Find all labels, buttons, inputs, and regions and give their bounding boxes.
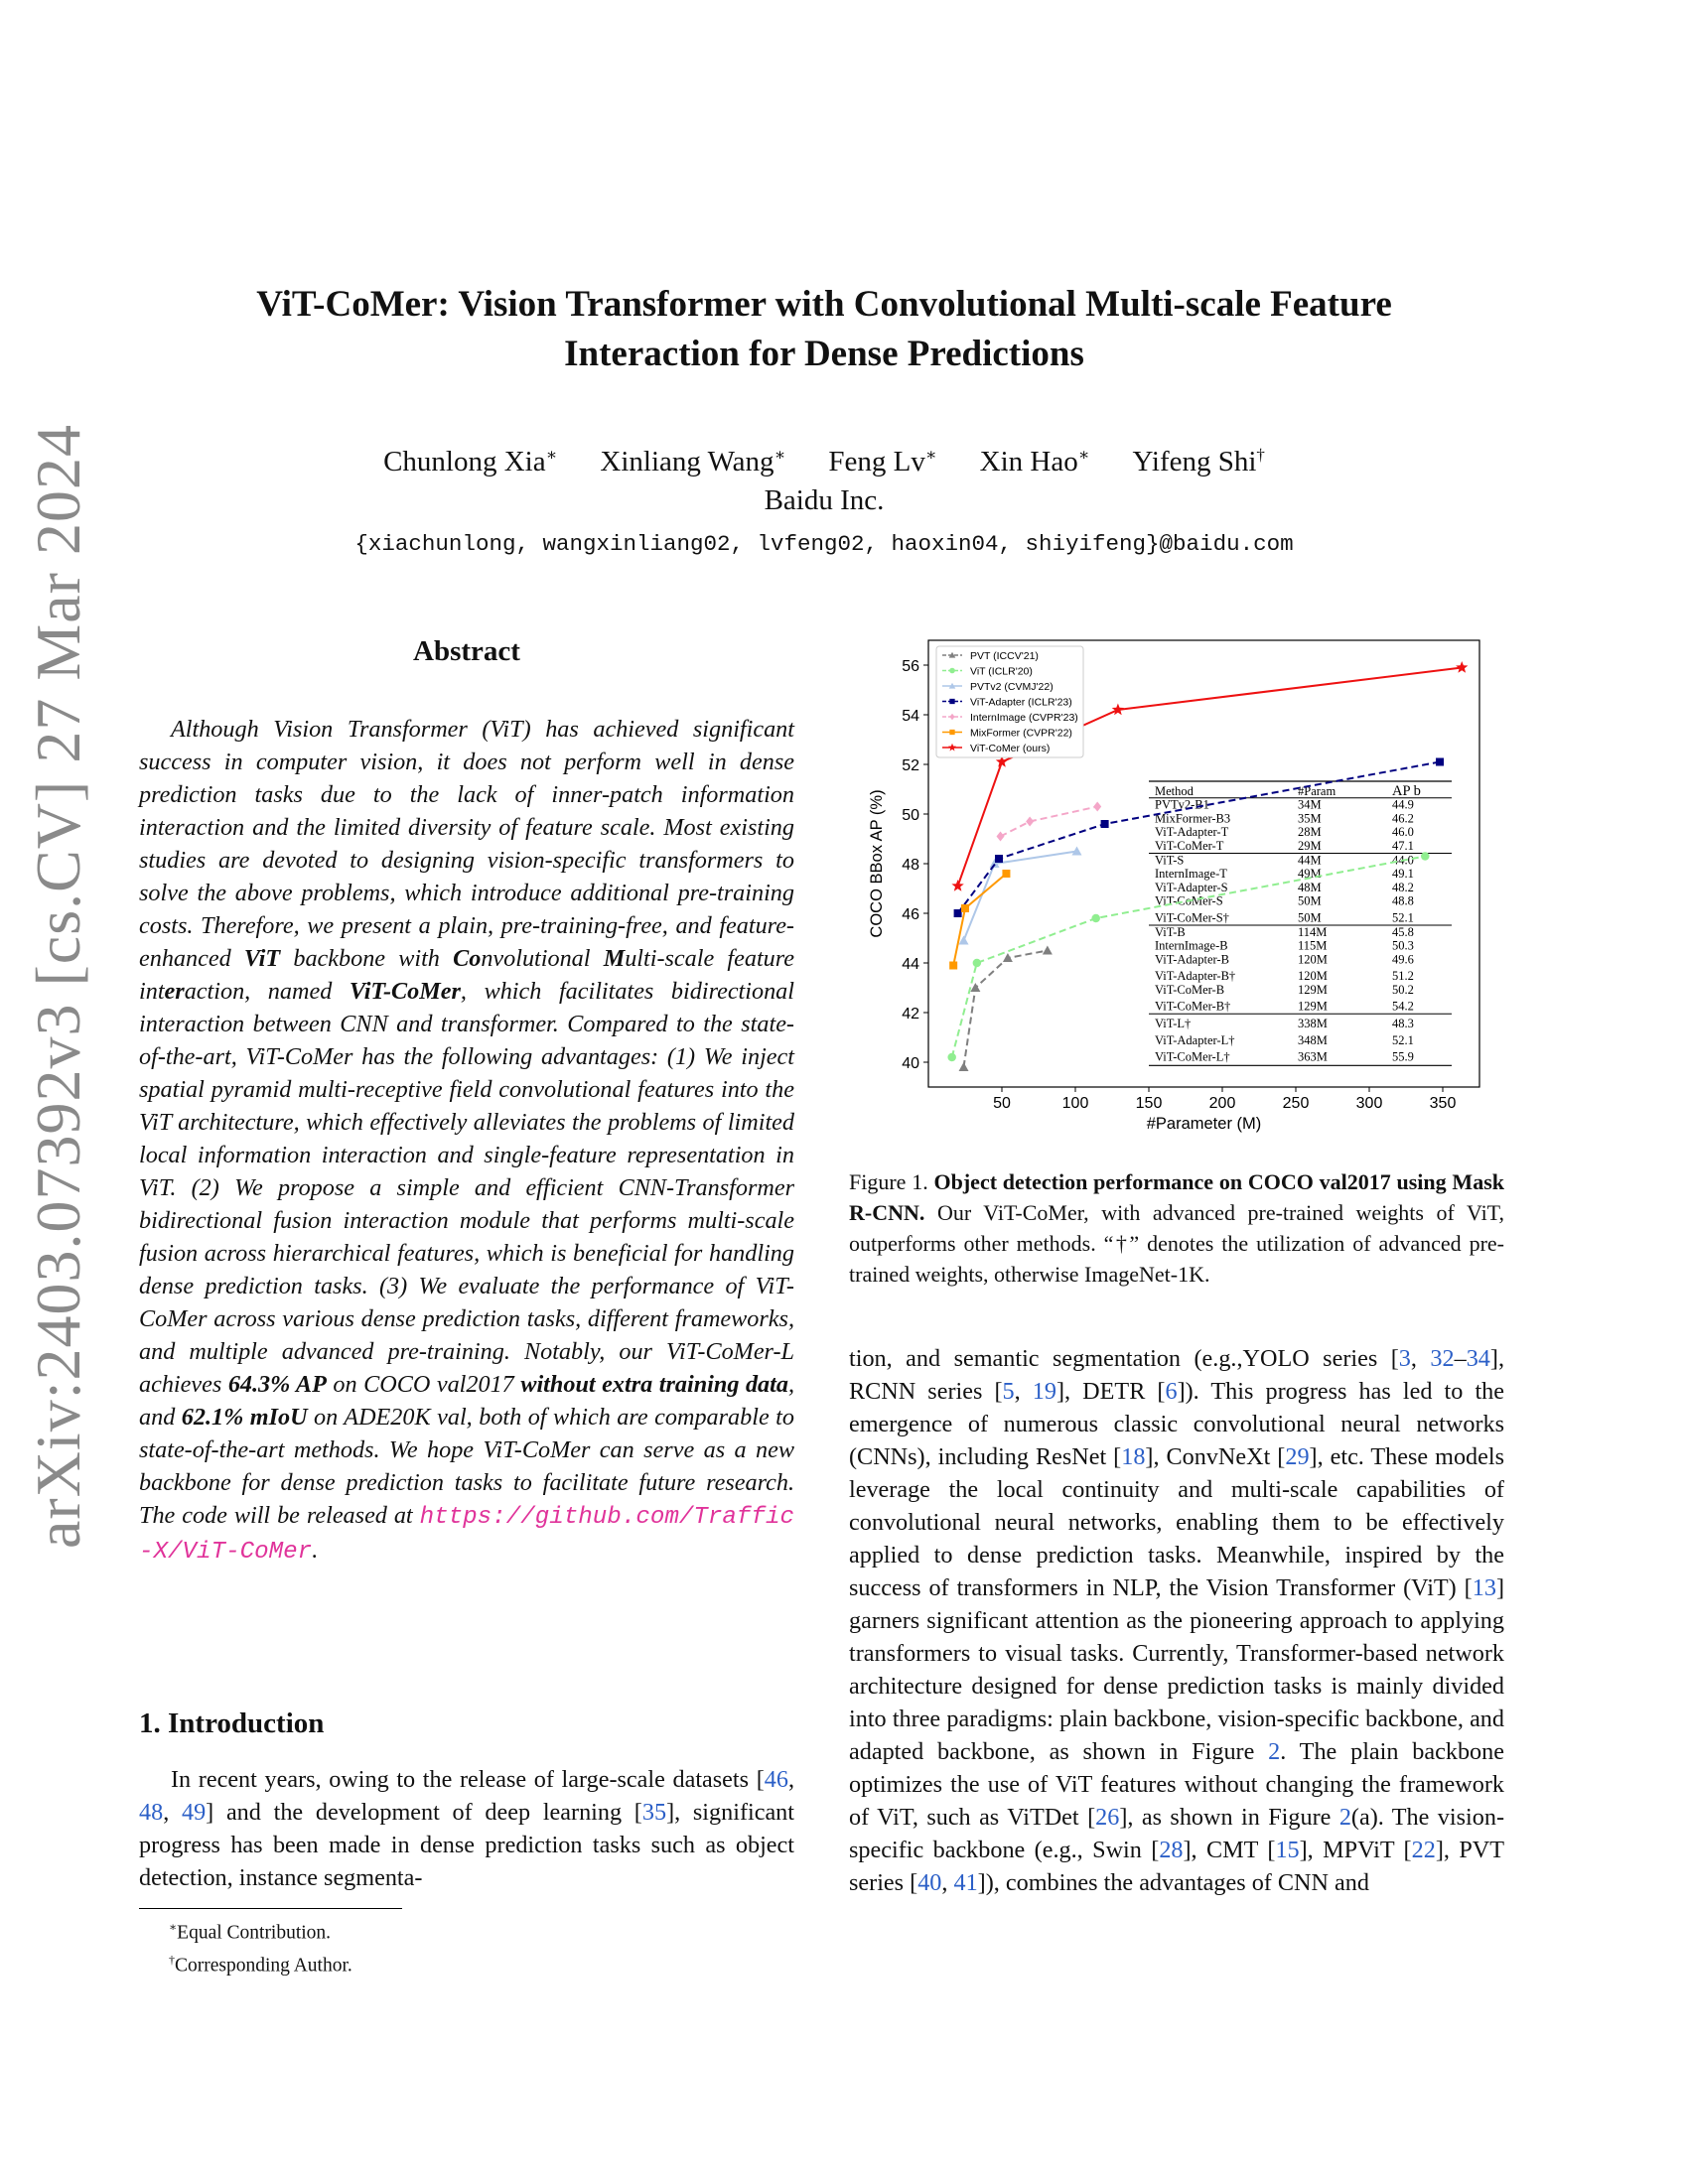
inset-table-cell: 49.6 bbox=[1392, 952, 1414, 967]
inset-table-cell: 114M bbox=[1298, 925, 1328, 939]
citation-link[interactable]: 6 bbox=[1165, 1378, 1178, 1405]
inset-table-cell: 50M bbox=[1298, 910, 1322, 925]
title-line-1: ViT-CoMer: Vision Transformer with Convolutional Multi-scale Feature bbox=[256, 284, 1392, 325]
data-point bbox=[949, 962, 957, 970]
y-tick-label: 46 bbox=[902, 906, 919, 923]
inset-table-cell: 48.2 bbox=[1392, 880, 1414, 894]
citation-link[interactable]: 26 bbox=[1095, 1804, 1120, 1831]
inset-table-cell: ViT-Adapter-L† bbox=[1155, 1032, 1235, 1047]
inset-table-cell: 348M bbox=[1298, 1032, 1328, 1047]
code-url-link[interactable]: https://github.com/Traffic-X/ViT-CoMer bbox=[139, 1504, 794, 1566]
inset-table-cell: 29M bbox=[1298, 838, 1322, 853]
inset-table-cell: 35M bbox=[1298, 811, 1322, 826]
citation-link[interactable]: 48 bbox=[139, 1799, 164, 1826]
inset-table-cell: 120M bbox=[1298, 969, 1328, 984]
inset-table-cell: ViT-CoMer-B bbox=[1155, 982, 1225, 997]
author: Xinliang Wang∗ bbox=[600, 445, 786, 478]
data-point bbox=[973, 959, 982, 968]
data-point bbox=[1002, 870, 1010, 878]
citation-link[interactable]: 5 bbox=[1002, 1378, 1015, 1405]
y-tick-label: 54 bbox=[902, 708, 919, 725]
abstract-text: Although Vision Transformer (ViT) has achieved significant success in computer vision, it does not perform well in dense prediction tasks due to the lack of inner-patch information interaction and the limited diversity of feature scale. Most existing studies are devoted to designing vision-specific transformers to solve the above problems, which introduce additional pre-training costs. Therefore, we present a plain, pre-training-free, and feature-enhanced ViT backbone with Convolutional Multi-scale feature interaction, named ViT-CoMer, which facilitates bidirectional interaction between CNN and transformer. Compared to the state-of-the-art, ViT-CoMer has the following advantages: (1) We inject spatial pyramid multi-receptive field convolutional features into the ViT architecture, which effectively alleviates the problems of limited local information interaction and single-feature representation in ViT. (2) We propose a simple and efficient CNN-Transformer bidirectional fusion interaction module that performs multi-scale fusion across hierarchical features, which is beneficial for handling dense prediction tasks. (3) We evaluate the performance of ViT-CoMer across various dense prediction tasks, different frameworks, and multiple advanced pre-training. Notably, our ViT-CoMer-L achieves 64.3% AP on COCO val2017 without extra training data, and 62.1% mIoU on ADE20K val, both of which are comparable to state-of-the-art methods. We hope ViT-CoMer can serve as a new backbone for dense prediction tasks to facilitate future research. The code will be released at https://github.com/Traffic-X/ViT-CoMer. bbox=[139, 716, 795, 1566]
author-emails: {xiachunlong, wangxinliang02, lvfeng02, haoxin04, shiyifeng}@baidu.com bbox=[354, 531, 1294, 557]
citation-link[interactable]: 15 bbox=[1275, 1837, 1300, 1863]
citation-link[interactable]: 34 bbox=[1466, 1345, 1490, 1372]
paper-title bbox=[139, 280, 1509, 379]
inset-table-cell: 51.2 bbox=[1392, 969, 1414, 984]
footnote-equal-contribution: ∗Equal Contribution. bbox=[169, 1920, 332, 1944]
x-axis-label: #Parameter (M) bbox=[1146, 1115, 1262, 1133]
inset-table-cell: ViT-B bbox=[1155, 925, 1186, 939]
x-tick-label: 200 bbox=[1208, 1095, 1236, 1112]
inset-table-cell: 46.2 bbox=[1392, 811, 1414, 826]
x-tick-label: 50 bbox=[993, 1095, 1011, 1112]
inset-table-cell: 50M bbox=[1298, 893, 1322, 908]
inset-table-cell: ViT-CoMer-B† bbox=[1155, 999, 1231, 1014]
citation-link[interactable]: 40 bbox=[917, 1869, 942, 1896]
legend-entry: InternImage (CVPR'23) bbox=[970, 712, 1078, 724]
legend-entry: MixFormer (CVPR'22) bbox=[970, 727, 1072, 740]
data-point bbox=[1436, 758, 1444, 766]
author: Xin Hao∗ bbox=[979, 445, 1090, 478]
inset-table-cell: 338M bbox=[1298, 1017, 1328, 1031]
inset-table-cell: 34M bbox=[1298, 797, 1322, 812]
inset-table-header: AP b bbox=[1392, 783, 1421, 799]
inset-table-cell: ViT-CoMer-S bbox=[1155, 893, 1223, 908]
inset-table-cell: 46.0 bbox=[1392, 825, 1414, 840]
legend-entry: ViT (ICLR'20) bbox=[970, 665, 1033, 678]
intro-paragraph: In recent years, owing to the release of large-scale datasets [46, 48, 49] and the development of deep learning [35], significant progress has been made in dense prediction tasks such as object detection, instance segmenta- bbox=[139, 1766, 794, 1891]
inset-table-cell: 52.1 bbox=[1392, 1032, 1414, 1047]
data-point bbox=[995, 855, 1003, 863]
inset-table-cell: 44.0 bbox=[1392, 853, 1414, 868]
inset-table-cell: PVTv2-B1 bbox=[1155, 797, 1209, 812]
legend-swatch-marker bbox=[949, 730, 954, 735]
legend-swatch-marker bbox=[949, 668, 955, 674]
inset-table-cell: 120M bbox=[1298, 952, 1328, 967]
inset-table-cell: 44M bbox=[1298, 853, 1322, 868]
inset-table-cell: ViT-Adapter-B bbox=[1155, 952, 1229, 967]
citation-link[interactable]: 46 bbox=[764, 1766, 788, 1793]
inset-table-cell: InternImage-B bbox=[1155, 938, 1228, 953]
inset-table-cell: ViT-CoMer-T bbox=[1155, 838, 1224, 853]
citation-link[interactable]: 41 bbox=[953, 1869, 978, 1896]
y-tick-label: 42 bbox=[902, 1006, 919, 1023]
data-point bbox=[947, 1053, 956, 1062]
citation-link[interactable]: 49 bbox=[181, 1799, 207, 1826]
x-tick-label: 300 bbox=[1355, 1095, 1383, 1112]
inset-table-cell: InternImage-T bbox=[1155, 867, 1227, 882]
figure-link[interactable]: 2 bbox=[1338, 1804, 1351, 1831]
inset-table-cell: ViT-S bbox=[1155, 853, 1185, 868]
legend-entry: PVT (ICCV'21) bbox=[970, 650, 1039, 662]
inset-table-cell: ViT-Adapter-B† bbox=[1155, 969, 1236, 984]
y-tick-label: 44 bbox=[902, 956, 919, 973]
y-tick-label: 40 bbox=[902, 1055, 919, 1072]
inset-table-cell: 47.1 bbox=[1392, 838, 1414, 853]
inset-table-cell: 54.2 bbox=[1392, 999, 1414, 1014]
inset-table-cell: 55.9 bbox=[1392, 1049, 1414, 1064]
data-point bbox=[1101, 820, 1109, 828]
inset-table-cell: 129M bbox=[1298, 999, 1328, 1014]
x-tick-label: 100 bbox=[1061, 1095, 1089, 1112]
figure-link[interactable]: 2 bbox=[1268, 1738, 1281, 1765]
data-point bbox=[1091, 914, 1100, 923]
y-tick-label: 48 bbox=[902, 857, 919, 874]
inset-table-cell: ViT-CoMer-S† bbox=[1155, 910, 1229, 925]
inset-table-cell: ViT-CoMer-L† bbox=[1155, 1049, 1230, 1064]
citation-link[interactable]: 32 bbox=[1430, 1345, 1455, 1372]
author: Chunlong Xia∗ bbox=[383, 445, 558, 478]
y-tick-label: 50 bbox=[902, 807, 919, 824]
intro-paragraph-continued: tion, and semantic segmentation (e.g.,YOLO series [3, 32–34], RCNN series [5, 19], DETR [6]). This progress has led to the emergence of numerous classic convolutional neural networks (CNNs), including ResNet [18], ConvNeXt [29], etc. These models leverage the local continuity and multi-scale capabilities of convolutional neural networks, enabling them to be effectively applied to dense prediction tasks. Meanwhile, inspired by the success of transformers in NLP, the Vision Transformer (ViT) [13] garners significant attention as the pioneering approach to applying transformers to visual tasks. Currently, Transformer-based network architecture designed for dense prediction tasks is mainly divided into three paradigms: plain backbone, vision-specific backbone, and adapted backbone, as shown in Figure 2. The plain backbone optimizes the use of ViT features without changing the framework of ViT, such as ViTDet [26], as shown in Figure 2(a). The vision-specific backbone (e.g., Swin [28], CMT [15], MPViT [22], PVT series [40, 41]), combines the advantages of CNN and bbox=[849, 1345, 1505, 1896]
inset-table-cell: 44.9 bbox=[1392, 797, 1414, 812]
inset-table-cell: 48.3 bbox=[1392, 1017, 1414, 1031]
inset-table-cell: 49M bbox=[1298, 867, 1322, 882]
inset-table-cell: 49.1 bbox=[1392, 867, 1414, 882]
inset-table-header: Method bbox=[1155, 784, 1194, 798]
footnote-corresponding-author: †Corresponding Author. bbox=[169, 1952, 352, 1976]
inset-table-header: #Param bbox=[1298, 784, 1336, 798]
footnote-rule bbox=[139, 1908, 402, 1909]
inset-table-cell: 115M bbox=[1298, 938, 1328, 953]
footnotes bbox=[169, 1914, 352, 1979]
y-axis-label: COCO BBox AP (%) bbox=[868, 789, 886, 938]
inset-table-cell: 50.3 bbox=[1392, 938, 1414, 953]
inset-table-cell: 48M bbox=[1298, 880, 1322, 894]
y-tick-label: 52 bbox=[902, 757, 919, 774]
author: Feng Lv∗ bbox=[828, 445, 937, 478]
citation-link[interactable]: 28 bbox=[1159, 1837, 1184, 1863]
legend-swatch-marker bbox=[949, 699, 954, 704]
inset-table-cell: 50.2 bbox=[1392, 982, 1414, 997]
inset-table-cell: 52.1 bbox=[1392, 910, 1414, 925]
inset-table-cell: 363M bbox=[1298, 1049, 1328, 1064]
section-heading-introduction: 1. Introduction bbox=[139, 1707, 325, 1739]
citation-link[interactable]: 13 bbox=[1472, 1574, 1496, 1601]
legend-entry: ViT-Adapter (ICLR'23) bbox=[970, 696, 1072, 709]
data-point bbox=[954, 909, 962, 917]
inset-table-cell: 28M bbox=[1298, 825, 1322, 840]
author-list bbox=[139, 445, 1509, 478]
citation-link[interactable]: 3 bbox=[1398, 1345, 1411, 1372]
author: Yifeng Shi† bbox=[1132, 445, 1265, 478]
y-tick-label: 56 bbox=[902, 658, 919, 675]
figure-1-caption: Figure 1. Object detection performance on COCO val2017 using Mask R-CNN. Our ViT-CoMer, with advanced pre-trained weights of ViT, outperforms other methods. “†” denotes the utilization of advanced pre-trained weights, otherwise ImageNet-1K. bbox=[849, 1169, 1504, 1287]
x-tick-label: 250 bbox=[1282, 1095, 1310, 1112]
inset-table-cell: 48.8 bbox=[1392, 893, 1414, 908]
x-tick-label: 150 bbox=[1135, 1095, 1163, 1112]
title-line-2: Interaction for Dense Predictions bbox=[564, 334, 1084, 374]
legend-entry: PVTv2 (CVMJ'22) bbox=[970, 681, 1054, 693]
inset-table-cell: 45.8 bbox=[1392, 925, 1414, 939]
citation-link[interactable]: 22 bbox=[1411, 1837, 1436, 1863]
citation-link[interactable]: 35 bbox=[641, 1799, 667, 1826]
legend-entry: ViT-CoMer (ours) bbox=[970, 743, 1051, 754]
x-tick-label: 350 bbox=[1429, 1095, 1457, 1112]
inset-table-cell: ViT-L† bbox=[1155, 1017, 1192, 1031]
inset-table-cell: ViT-Adapter-T bbox=[1155, 825, 1229, 840]
citation-link[interactable]: 19 bbox=[1032, 1378, 1056, 1405]
inset-table-cell: MixFormer-B3 bbox=[1155, 811, 1231, 826]
affiliation: Baidu Inc. bbox=[764, 484, 885, 516]
data-point bbox=[961, 904, 969, 912]
inset-table-cell: ViT-Adapter-S bbox=[1155, 880, 1228, 894]
inset-table-cell: 129M bbox=[1298, 982, 1328, 997]
data-point bbox=[1421, 852, 1430, 861]
abstract-heading: Abstract bbox=[413, 635, 520, 667]
citation-link[interactable]: 18 bbox=[1121, 1443, 1146, 1470]
figure-1-chart bbox=[849, 635, 1484, 1152]
citation-link[interactable]: 29 bbox=[1285, 1443, 1310, 1470]
arxiv-identifier: arXiv:2403.07392v3 [cs.CV] 27 Mar 2024 bbox=[23, 424, 93, 1549]
